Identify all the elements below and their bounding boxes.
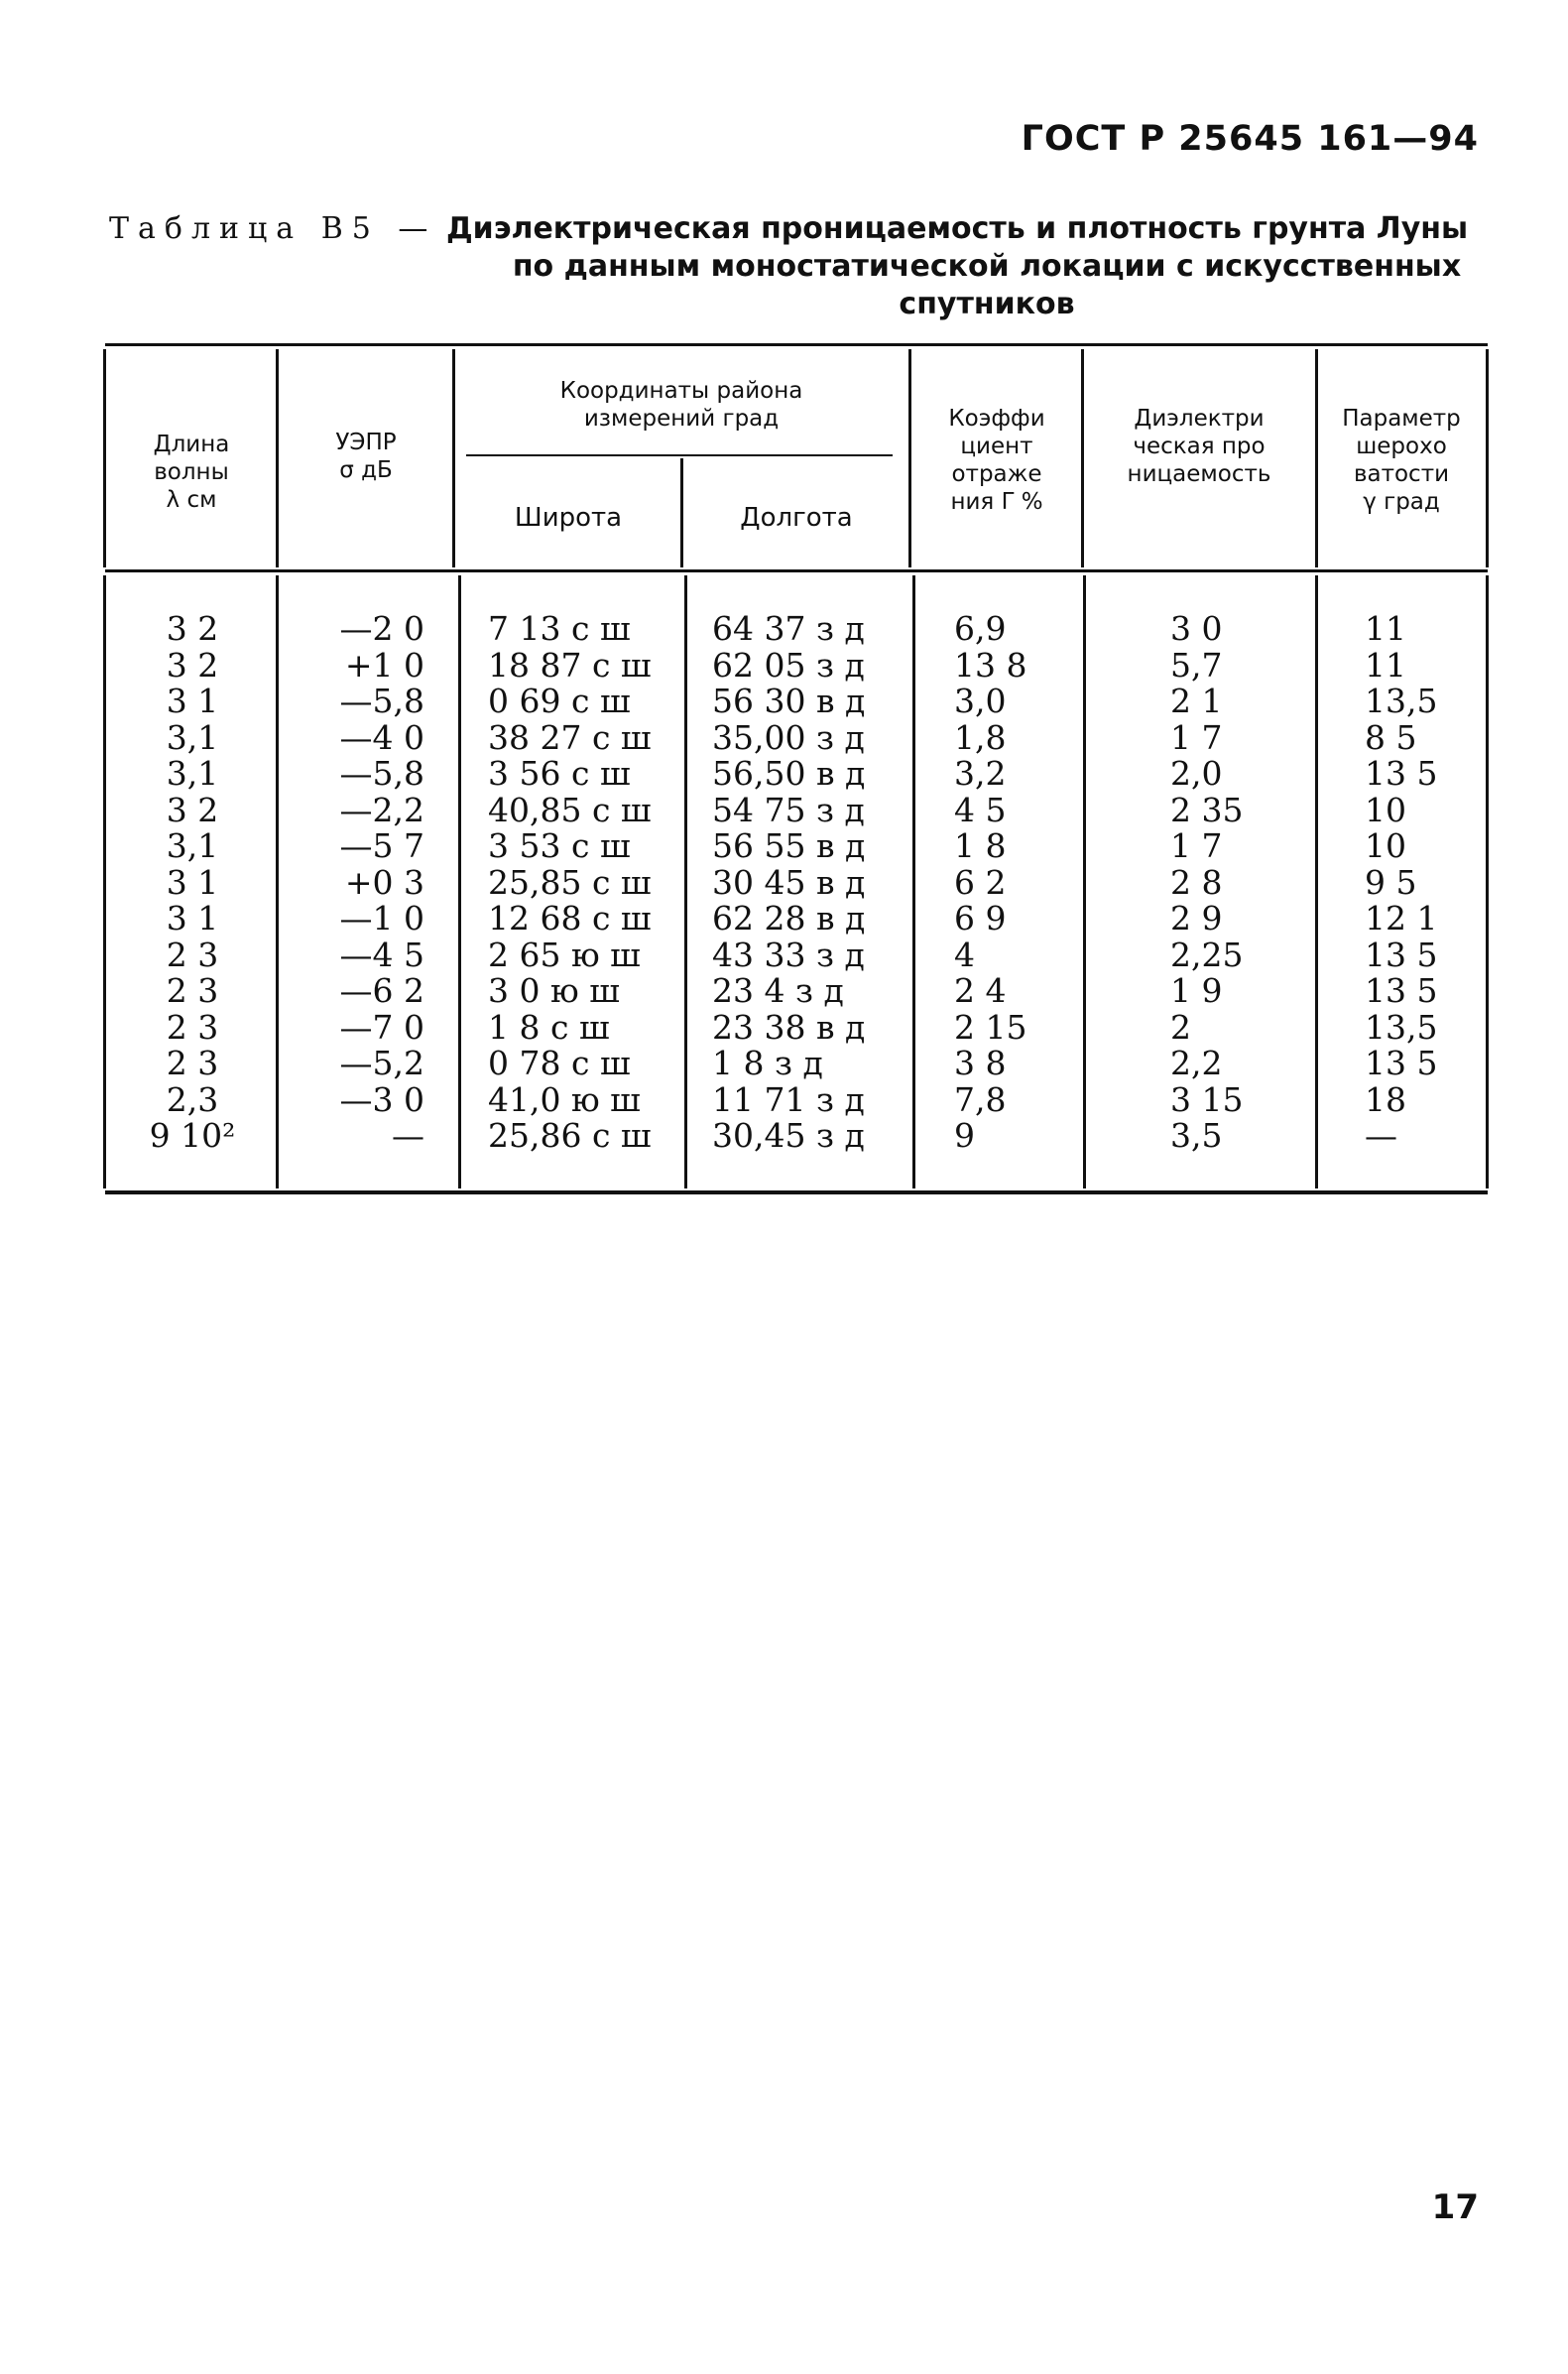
table-cell-lat: 3 0 ю ш — [488, 971, 620, 1010]
table-cell-lat: 38 27 с ш — [488, 717, 652, 757]
table-cell-lat: 7 13 с ш — [488, 609, 631, 648]
table-cell-len: 3 2 — [166, 609, 219, 648]
table-cell-len: 2 3 — [166, 1007, 219, 1047]
table-cell-len: 2 3 — [166, 1044, 219, 1082]
table-cell-lat: 2 65 ю ш — [488, 935, 641, 974]
column-ueapr-values — [315, 611, 424, 1155]
table-cell-par: 10 — [1365, 826, 1406, 865]
table-cell-die: 5,7 — [1170, 645, 1223, 685]
table-cell-kof: 3 8 — [954, 1044, 1007, 1082]
column-divider — [1081, 349, 1084, 567]
column-divider — [276, 349, 279, 567]
table-cell-ue: —5,8 — [339, 754, 424, 793]
table-cell-lon: 35,00 з д — [712, 717, 865, 757]
table-cell-par: 12 1 — [1365, 899, 1438, 937]
column-longitude-values — [712, 611, 881, 1155]
header-ueapr: УЭПР σ дБ — [335, 430, 397, 483]
table-cell-lon: 56,50 в д — [712, 754, 866, 793]
table-cell-lat: 0 69 с ш — [488, 682, 631, 720]
table-cell-ue: +1 0 — [344, 645, 424, 685]
table-cell-par: 13 5 — [1365, 935, 1438, 974]
table-cell-lon: 56 30 в д — [712, 682, 866, 720]
column-dielectric-values — [1170, 611, 1260, 1155]
table-cell-ue: —2 0 — [339, 609, 424, 648]
column-divider — [1315, 575, 1318, 1188]
table-caption — [109, 210, 1498, 323]
table-cell-die: 3,5 — [1170, 1116, 1223, 1155]
table-cell-par: 13 5 — [1365, 1044, 1438, 1082]
table-cell-len: 3 1 — [166, 899, 219, 937]
table-cell-ue: —5,2 — [339, 1044, 424, 1082]
table-cell-par: 10 — [1365, 790, 1406, 829]
column-divider — [1486, 575, 1489, 1188]
column-divider — [908, 349, 911, 567]
table-cell-ue: —4 0 — [339, 717, 424, 757]
table-cell-lat: 3 56 с ш — [488, 754, 631, 793]
table-cell-ue: —6 2 — [339, 971, 424, 1010]
table-header-rule — [105, 569, 1488, 572]
column-wavelength-values — [145, 611, 240, 1155]
table-cell-die: 3 0 — [1170, 609, 1223, 648]
table-cell-par: 11 — [1365, 645, 1406, 685]
caption-title-line1: Диэлектрическая проницаемость и плотность грунта Луны — [445, 211, 1469, 246]
header-longitude: Долгота — [740, 503, 853, 533]
table-cell-lat: 12 68 с ш — [488, 899, 652, 937]
table-cell-ue: —5,8 — [339, 682, 424, 720]
table-cell-lon: 23 38 в д — [712, 1007, 866, 1047]
table-cell-par: 13,5 — [1365, 1007, 1438, 1047]
table-cell-len: 3 1 — [166, 862, 219, 902]
caption-prefix: Таблица В5 — — [109, 211, 437, 246]
column-divider — [458, 575, 461, 1188]
table-cell-ue: —1 0 — [339, 899, 424, 937]
column-divider — [103, 575, 106, 1188]
table-bottom-rule — [105, 1190, 1488, 1194]
table-cell-len: 3,1 — [166, 754, 219, 793]
table-cell-die: 3 15 — [1170, 1079, 1244, 1119]
table-cell-die: 2,0 — [1170, 754, 1223, 793]
column-divider — [1083, 575, 1086, 1188]
table-cell-lat: 41,0 ю ш — [488, 1079, 641, 1119]
column-latitude-values — [488, 611, 666, 1155]
table-cell-lon: 30 45 в д — [712, 862, 866, 902]
table-cell-die: 2 — [1170, 1007, 1191, 1047]
table-cell-kof: 3,2 — [954, 754, 1007, 793]
table-cell-kof: 2 15 — [954, 1007, 1027, 1047]
table-cell-die: 1 7 — [1170, 826, 1223, 865]
table-cell-kof: 3,0 — [954, 682, 1007, 720]
column-divider — [276, 575, 279, 1188]
column-roughness-values — [1365, 611, 1464, 1155]
table-cell-par: 8 5 — [1365, 717, 1417, 757]
column-divider — [103, 349, 106, 567]
table-cell-par: 9 5 — [1365, 862, 1417, 902]
table-cell-lat: 0 78 с ш — [488, 1044, 631, 1082]
table-top-rule — [105, 343, 1488, 346]
table-cell-len: 2 3 — [166, 935, 219, 974]
table-cell-len: 2 3 — [166, 971, 219, 1010]
table-cell-ue: — — [392, 1116, 424, 1155]
table-cell-lat: 18 87 с ш — [488, 645, 652, 685]
table-cell-lon: 62 05 з д — [712, 645, 865, 685]
table-cell-die: 1 9 — [1170, 971, 1223, 1010]
table-cell-ue: —3 0 — [339, 1079, 424, 1119]
table-cell-die: 1 7 — [1170, 717, 1223, 757]
table-cell-lon: 30,45 з д — [712, 1116, 865, 1155]
table-cell-ue: +0 3 — [344, 862, 424, 902]
table-cell-len: 3 1 — [166, 682, 219, 720]
table-cell-par: 13 5 — [1365, 754, 1438, 793]
header-wavelength: Длина волны λ см — [153, 432, 230, 513]
table-cell-ue: —7 0 — [339, 1007, 424, 1047]
table-cell-kof: 13 8 — [954, 645, 1027, 685]
table-cell-lon: 56 55 в д — [712, 826, 866, 865]
column-reflection-values — [954, 611, 1063, 1155]
column-divider — [912, 575, 915, 1188]
table-cell-par: 13 5 — [1365, 971, 1438, 1010]
standard-designation: ГОСТ Р 25645 161—94 — [1021, 119, 1479, 159]
table-cell-ue: —2,2 — [339, 790, 424, 829]
table-cell-die: 2,2 — [1170, 1044, 1223, 1082]
table-cell-par: 11 — [1365, 609, 1406, 648]
table-cell-lat: 25,85 с ш — [488, 862, 652, 902]
table-cell-par: 13,5 — [1365, 682, 1438, 720]
caption-title-line2: по данным моностатической локации с искусственных — [512, 249, 1462, 284]
column-divider — [1486, 349, 1489, 567]
table-cell-kof: 2 4 — [954, 971, 1007, 1010]
table-cell-lon: 62 28 в д — [712, 899, 866, 937]
table-cell-lon: 54 75 з д — [712, 790, 865, 829]
table-cell-lon: 43 33 з д — [712, 935, 865, 974]
table-cell-len: 3 2 — [166, 790, 219, 829]
column-divider — [684, 575, 687, 1188]
table-cell-lat: 40,85 с ш — [488, 790, 652, 829]
table-cell-lon: 23 4 з д — [712, 971, 844, 1010]
table-cell-lat: 25,86 с ш — [488, 1116, 652, 1155]
header-roughness-parameter: Параметр шерохо ватости γ град — [1342, 406, 1461, 515]
table-cell-die: 2 35 — [1170, 790, 1244, 829]
table-cell-die: 2 8 — [1170, 862, 1223, 902]
page-number: 17 — [1431, 2187, 1479, 2227]
table-cell-kof: 1 8 — [954, 826, 1007, 865]
column-divider — [1315, 349, 1318, 567]
table-cell-lat: 1 8 с ш — [488, 1007, 610, 1047]
table-cell-par: 18 — [1365, 1079, 1406, 1119]
column-divider — [452, 349, 455, 567]
table-cell-lat: 3 53 с ш — [488, 826, 631, 865]
table-cell-len: 3 2 — [166, 645, 219, 685]
table-cell-len: 9 10² — [149, 1116, 236, 1155]
table-cell-kof: 6 2 — [954, 862, 1007, 902]
table-cell-kof: 6,9 — [954, 609, 1007, 648]
table-cell-lon: 1 8 з д — [712, 1044, 823, 1082]
table-cell-len: 3,1 — [166, 717, 219, 757]
table-cell-par: — — [1365, 1116, 1397, 1155]
table-cell-ue: —4 5 — [339, 935, 424, 974]
table-cell-kof: 4 5 — [954, 790, 1007, 829]
table-cell-len: 2,3 — [166, 1079, 219, 1119]
header-dielectric-permittivity: Диэлектри ческая про ницаемость — [1127, 406, 1271, 487]
table-cell-kof: 6 9 — [954, 899, 1007, 937]
table-cell-ue: —5 7 — [339, 826, 424, 865]
coords-subheader-rule — [466, 454, 893, 456]
table-cell-len: 3,1 — [166, 826, 219, 865]
caption-title-line3: спутников — [899, 287, 1075, 321]
table-cell-kof: 4 — [954, 935, 975, 974]
table-cell-die: 2 9 — [1170, 899, 1223, 937]
table-cell-lon: 11 71 з д — [712, 1079, 865, 1119]
header-reflection-coefficient: Коэффи циент отраже ния Γ % — [948, 406, 1045, 515]
table-cell-kof: 9 — [954, 1116, 975, 1155]
table-cell-die: 2 1 — [1170, 682, 1223, 720]
table-cell-kof: 1,8 — [954, 717, 1007, 757]
table-cell-kof: 7,8 — [954, 1079, 1007, 1119]
table-cell-lon: 64 37 з д — [712, 609, 865, 648]
header-coordinates: Координаты района измерений град — [559, 378, 803, 432]
header-latitude: Широта — [514, 503, 623, 533]
table-cell-die: 2,25 — [1170, 935, 1244, 974]
column-divider — [680, 458, 683, 567]
